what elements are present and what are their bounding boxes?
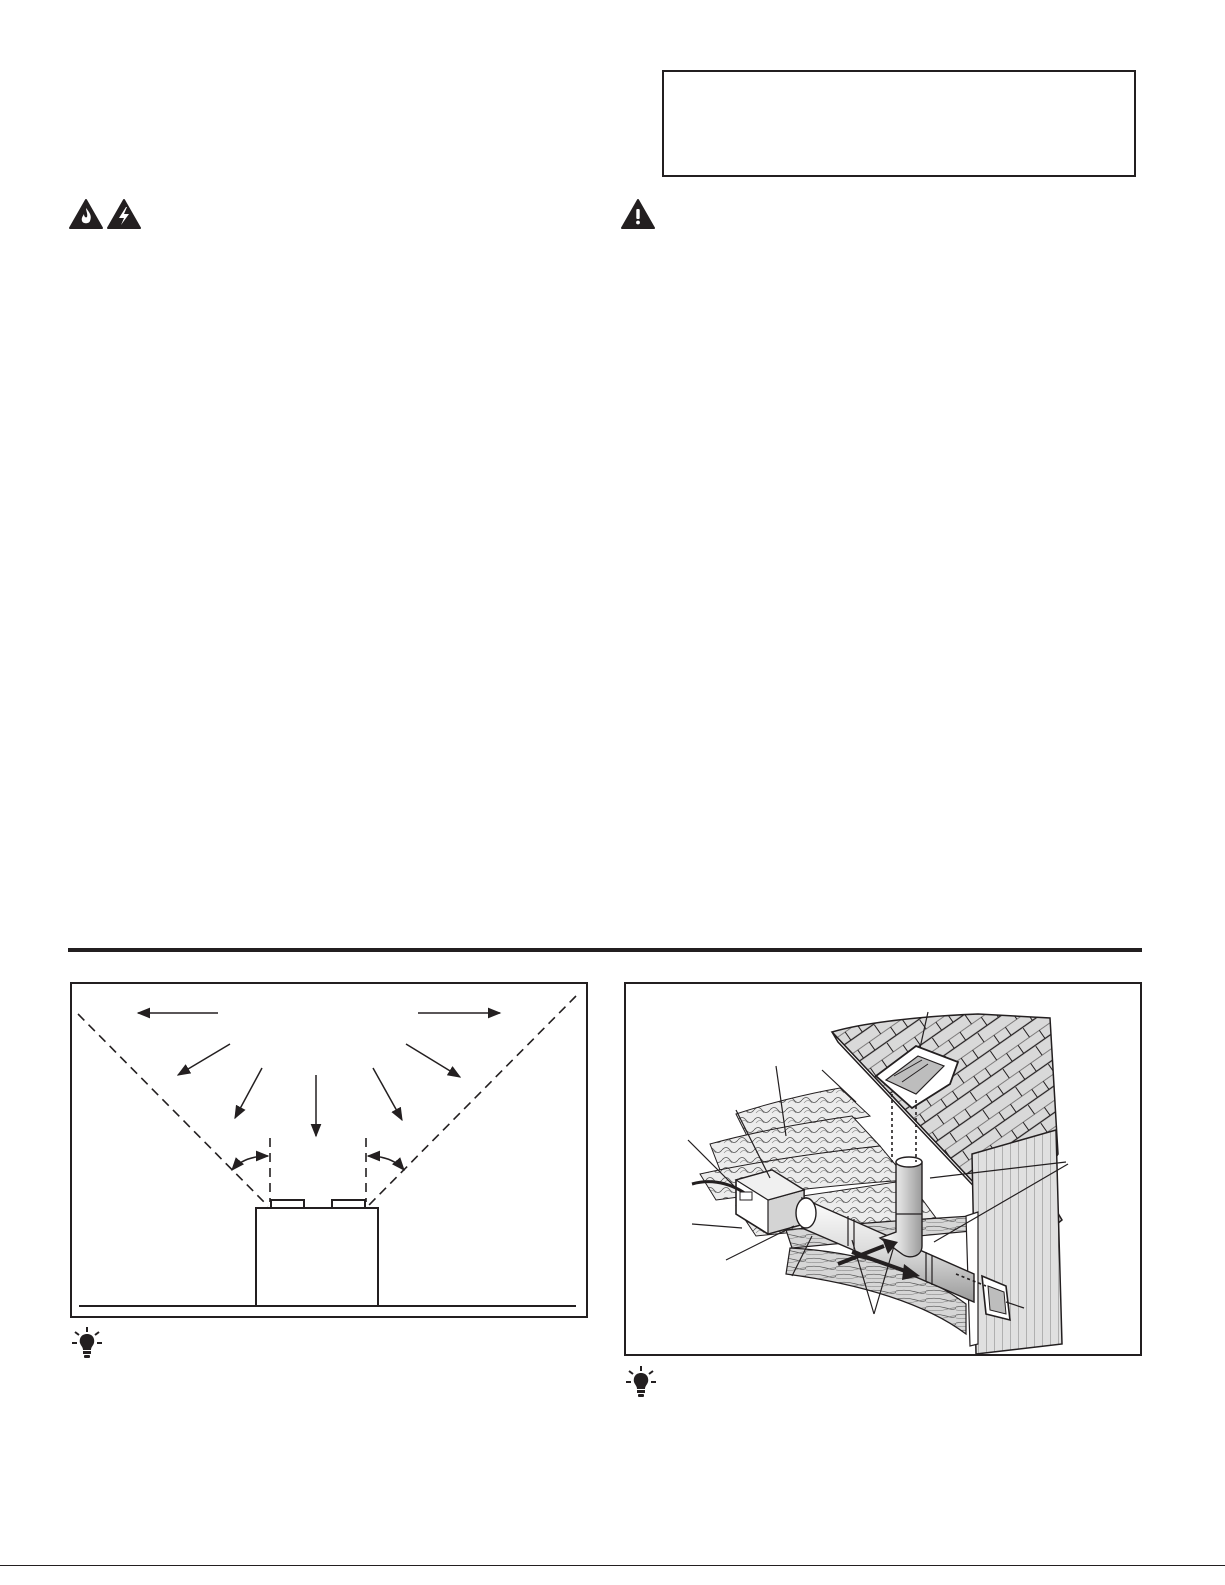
spacing-diagram <box>72 984 586 1316</box>
arrow-far-right <box>406 1044 460 1077</box>
lightbulb-tip-icon <box>70 1325 104 1361</box>
section-divider <box>68 948 1142 952</box>
boundary-line-right <box>368 996 576 1206</box>
vertical-duct-top <box>896 1157 922 1167</box>
arrow-far-left <box>178 1044 230 1075</box>
electrical-hazard-icon <box>106 198 142 230</box>
unit-tab-right <box>332 1200 365 1208</box>
angle-arc-right <box>368 1156 404 1170</box>
left-figure-frame <box>70 982 588 1318</box>
junction-box <box>740 1192 752 1200</box>
unit-tab-left <box>271 1200 304 1208</box>
fire-hazard-icon <box>68 198 104 230</box>
right-figure-frame <box>624 982 1142 1356</box>
page-bottom-border <box>0 1565 1225 1566</box>
callout-bracket <box>692 1224 742 1228</box>
notice-box <box>662 70 1136 177</box>
duct-collar <box>796 1198 816 1228</box>
caution-icon <box>620 198 656 230</box>
attic-ducting-illustration <box>626 984 1140 1354</box>
arrow-near-right <box>373 1068 402 1120</box>
angle-arc-left <box>232 1156 268 1170</box>
arrow-near-left <box>235 1068 262 1118</box>
unit-box <box>256 1208 378 1306</box>
lightbulb-tip-icon <box>624 1364 658 1400</box>
